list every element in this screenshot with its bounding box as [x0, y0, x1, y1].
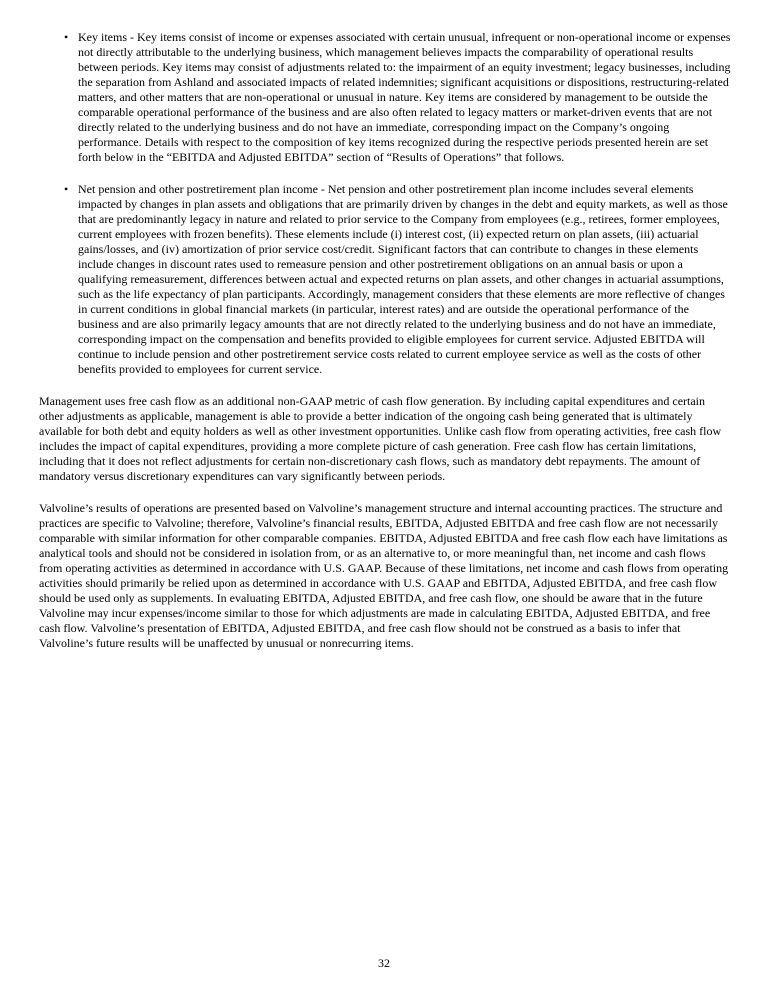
paragraph-free-cash-flow: Management uses free cash flow as an additional non-GAAP metric of cash flow generation. By including capital expenditures and certain other adjustments as applicable, management is able to provide a better indication of the ongoing cash being generated that is ultimately available for both debt and equity holders as well as other investment opportunities. Unlike cash flow from operating activities, free cash flow includes the impact of capital expenditures, providing a more complete picture of cash generation. Free cash flow has certain limitations, including that it does not reflect adjustments for certain non-discretionary cash flows, such as mandatory debt repayments. The amount of mandatory versus discretionary expenditures can vary significantly between periods.	[39, 394, 722, 483]
bullet-item-net-pension	[39, 182, 731, 377]
bullet-text-key-items: Key items - Key items consist of income or expenses associated with certain unusual, infrequent or non-operational income or expenses not directly attributable to the underlying business, which management believes impacts the comparability of operational results between periods. Key items may consist of adjustments related to: the impairment of an equity investment; legacy businesses, including the separation from Ashland and associated impacts of related indemnities; significant acquisitions or dispositions, restructuring-related matters, and other matters that are non-operational or unusual in nature. Key items are considered by management to be outside the comparable operational performance of the business and are also often related to legacy matters or market-driven events that are not directly related to the underlying business and do not have an immediate, corresponding impact on the Company’s ongoing performance. Details with respect to the composition of key items recognized during the respective periods presented herein are set forth below in the “EBITDA and Adjusted EBITDA” section of “Results of Operations” that follows.	[78, 30, 731, 164]
bullet-marker-icon: •	[64, 30, 69, 44]
paragraph-results-of-operations: Valvoline’s results of operations are presented based on Valvoline’s management structure and internal accounting practices. The structure and practices are specific to Valvoline; therefore, Valvoline’s financial results, EBITDA, Adjusted EBITDA and free cash flow are not necessarily comparable with similar information for other comparable companies. EBITDA, Adjusted EBITDA and free cash flow each have limitations as analytical tools and should not be considered in isolation from, or as an alternative to, or more meaningful than, net income and cash flows from operating activities as determined in accordance with U.S. GAAP. Because of these limitations, net income and cash flows from operating activities should primarily be relied upon as determined in accordance with U.S. GAAP and EBITDA, Adjusted EBITDA, and free cash flow should be used only as supplements. In evaluating EBITDA, Adjusted EBITDA, and free cash flow, one should be aware that in the future Valvoline may incur expenses/income similar to those for which adjustments are made in calculating EBITDA, Adjusted EBITDA, and free cash flow. Valvoline’s presentation of EBITDA, Adjusted EBITDA, and free cash flow should not be construed as a basis to infer that Valvoline’s future results will be unaffected by unusual or nonrecurring items.	[39, 501, 729, 650]
page-number: 32	[378, 956, 390, 970]
bullet-text-net-pension: Net pension and other postretirement plan income - Net pension and other postretirement plan income includes several elements impacted by changes in plan assets and obligations that are primarily driven by changes in the debt and equity markets, as well as those that are predominantly legacy in nature and related to prior service to the Company from employees (e.g., retirees, former employees, current employees with frozen benefits). These elements include (i) interest cost, (ii) expected return on plan assets, (iii) actuarial gains/losses, and (iv) amortization of prior service cost/credit. Significant factors that can contribute to changes in these elements include changes in discount rates used to remeasure pension and other postretirement obligations on an annual basis or upon a qualifying remeasurement, differences between actual and expected returns on plan assets, and other changes in actuarial assumptions, such as the life expectancy of plan participants. Accordingly, management considers that these elements are more reflective of changes in current conditions in global financial markets (in particular, interest rates) and are outside the operational performance of the business and are also primarily legacy amounts that are not directly related to the underlying business and do not have an immediate, corresponding impact on the compensation and benefits provided to eligible employees for current service. Adjusted EBITDA will continue to include pension and other postretirement service costs related to current employee service as well as the costs of other benefits provided to employees for current service.	[78, 182, 728, 376]
bullet-marker-icon: •	[64, 182, 69, 196]
bullet-item-key-items	[39, 30, 731, 165]
